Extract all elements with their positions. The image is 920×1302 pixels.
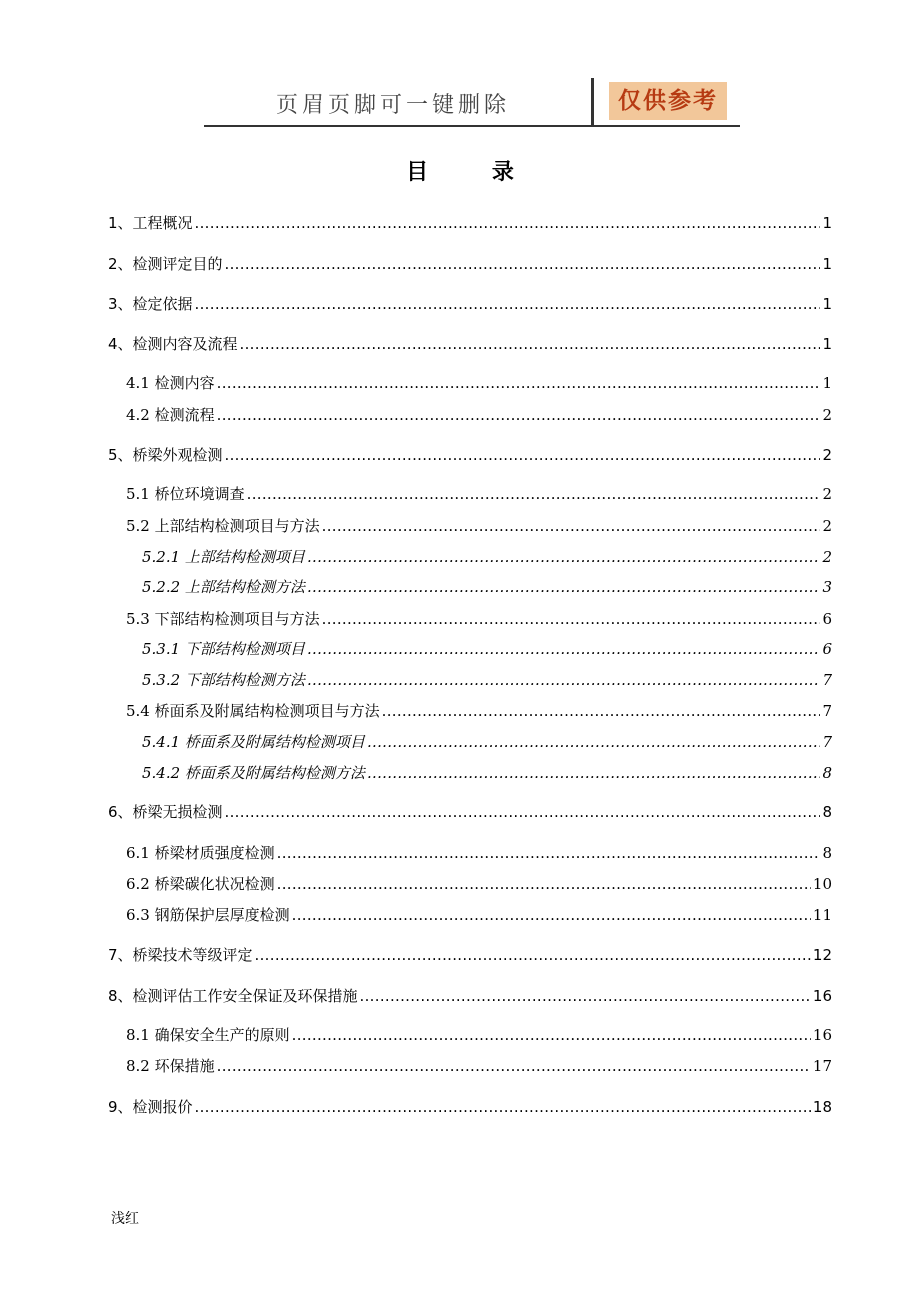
toc-leader (240, 334, 821, 354)
toc-leader (217, 1056, 811, 1076)
toc-leader (217, 373, 821, 393)
page-header (204, 78, 740, 130)
toc-entry[interactable] (126, 516, 832, 536)
toc-page: 2 (822, 517, 832, 535)
toc-label: 2、检测评定目的 (108, 255, 223, 273)
toc-page: 11 (812, 906, 832, 924)
toc-label: 6.2 桥梁碳化状况检测 (126, 875, 275, 893)
toc-label: 5.3 下部结构检测项目与方法 (126, 610, 320, 628)
toc-label: 5.4 桥面系及附属结构检测项目与方法 (126, 702, 380, 720)
toc-leader (307, 547, 821, 567)
toc-label: 1、工程概况 (108, 214, 193, 232)
toc-label: 5.4.1 桥面系及附属结构检测项目 (142, 733, 365, 751)
toc-entry[interactable] (108, 213, 832, 233)
toc-label: 3、检定依据 (108, 295, 193, 313)
page-title: 目 录 (406, 160, 542, 185)
toc-entry[interactable] (108, 945, 832, 965)
toc-entry[interactable] (126, 609, 832, 629)
toc-label: 5、桥梁外观检测 (108, 446, 223, 464)
toc-leader (277, 874, 811, 894)
toc-label: 5.2 上部结构检测项目与方法 (126, 517, 320, 535)
toc-page: 2 (822, 406, 832, 424)
toc-entry[interactable] (126, 484, 832, 504)
toc-label: 7、桥梁技术等级评定 (108, 946, 253, 964)
page-footer: 浅红 (111, 1211, 139, 1227)
toc-entry[interactable] (142, 547, 832, 567)
toc-leader (367, 732, 821, 752)
toc-leader (247, 484, 821, 504)
toc-leader (307, 670, 821, 690)
toc-page: 1 (822, 214, 832, 232)
toc-entry[interactable] (126, 373, 832, 393)
header-rule (204, 125, 740, 127)
toc-page: 17 (812, 1057, 832, 1075)
toc-leader (382, 701, 821, 721)
toc-page: 7 (822, 702, 832, 720)
reference-stamp: 仅供参考 (609, 82, 727, 120)
toc-leader (195, 1097, 811, 1117)
toc-page: 8 (822, 803, 832, 821)
toc-label: 5.4.2 桥面系及附属结构检测方法 (142, 764, 365, 782)
toc-page: 2 (822, 485, 832, 503)
toc-leader (292, 1025, 811, 1045)
toc-leader (195, 213, 821, 233)
toc-leader (255, 945, 811, 965)
toc-page: 8 (822, 844, 832, 862)
toc-label: 5.2.1 上部结构检测项目 (142, 548, 305, 566)
toc-label: 8、检测评估工作安全保证及环保措施 (108, 987, 358, 1005)
toc-label: 4.2 检测流程 (126, 406, 215, 424)
toc-page: 7 (822, 733, 832, 751)
header-text: 页眉页脚可一键删除 (276, 93, 511, 118)
toc-label: 5.1 桥位环境调查 (126, 485, 245, 503)
toc-entry[interactable] (126, 874, 832, 894)
toc-page: 12 (812, 946, 832, 964)
toc-leader (277, 843, 821, 863)
toc-entry[interactable] (108, 1097, 832, 1117)
toc-label: 4、检测内容及流程 (108, 335, 238, 353)
toc-label: 6.1 桥梁材质强度检测 (126, 844, 275, 862)
toc-page: 1 (822, 335, 832, 353)
toc-page: 16 (812, 987, 832, 1005)
toc-label: 4.1 检测内容 (126, 374, 215, 392)
toc-page: 6 (822, 610, 832, 628)
toc-label: 5.2.2 上部结构检测方法 (142, 578, 305, 596)
toc-leader (307, 639, 821, 659)
toc-page: 8 (822, 764, 832, 782)
toc-page: 6 (822, 640, 832, 658)
toc-leader (292, 905, 811, 925)
toc-label: 5.3.2 下部结构检测方法 (142, 671, 305, 689)
toc-leader (195, 294, 821, 314)
toc-leader (307, 577, 821, 597)
toc-page: 1 (822, 295, 832, 313)
toc-leader (367, 763, 821, 783)
toc-page: 1 (822, 255, 832, 273)
toc-page: 16 (812, 1026, 832, 1044)
toc-entry[interactable] (126, 1056, 832, 1076)
toc-entry[interactable] (108, 334, 832, 354)
toc-leader (360, 986, 811, 1006)
toc-page: 10 (812, 875, 832, 893)
toc-leader (225, 445, 821, 465)
toc-leader (322, 516, 821, 536)
toc-entry[interactable] (142, 763, 832, 783)
header-divider (591, 78, 594, 127)
toc-label: 6、桥梁无损检测 (108, 803, 223, 821)
toc-entry[interactable] (126, 843, 832, 863)
toc-label: 8.1 确保安全生产的原则 (126, 1026, 290, 1044)
toc-entry[interactable] (126, 701, 832, 721)
toc-entry[interactable] (126, 1025, 832, 1045)
toc-entry[interactable] (142, 639, 832, 659)
toc-page: 2 (822, 548, 832, 566)
toc-label: 8.2 环保措施 (126, 1057, 215, 1075)
toc-page: 1 (822, 374, 832, 392)
toc-entry[interactable] (126, 405, 832, 425)
toc-entry[interactable] (142, 670, 832, 690)
toc-entry[interactable] (142, 577, 832, 597)
toc-leader (217, 405, 821, 425)
toc-leader (225, 254, 821, 274)
toc-entry[interactable] (108, 802, 832, 822)
toc-leader (322, 609, 821, 629)
toc-entry[interactable] (142, 732, 832, 752)
toc-label: 9、检测报价 (108, 1098, 193, 1116)
toc-entry[interactable] (126, 905, 832, 925)
toc-page: 3 (822, 578, 832, 596)
toc-page: 18 (812, 1098, 832, 1116)
toc-page: 7 (822, 671, 832, 689)
toc-leader (225, 802, 821, 822)
toc-label: 6.3 钢筋保护层厚度检测 (126, 906, 290, 924)
toc-entry[interactable] (108, 986, 832, 1006)
toc-label: 5.3.1 下部结构检测项目 (142, 640, 305, 658)
toc-page: 2 (822, 446, 832, 464)
toc-entry[interactable] (108, 445, 832, 465)
toc-entry[interactable] (108, 254, 832, 274)
toc-entry[interactable] (108, 294, 832, 314)
